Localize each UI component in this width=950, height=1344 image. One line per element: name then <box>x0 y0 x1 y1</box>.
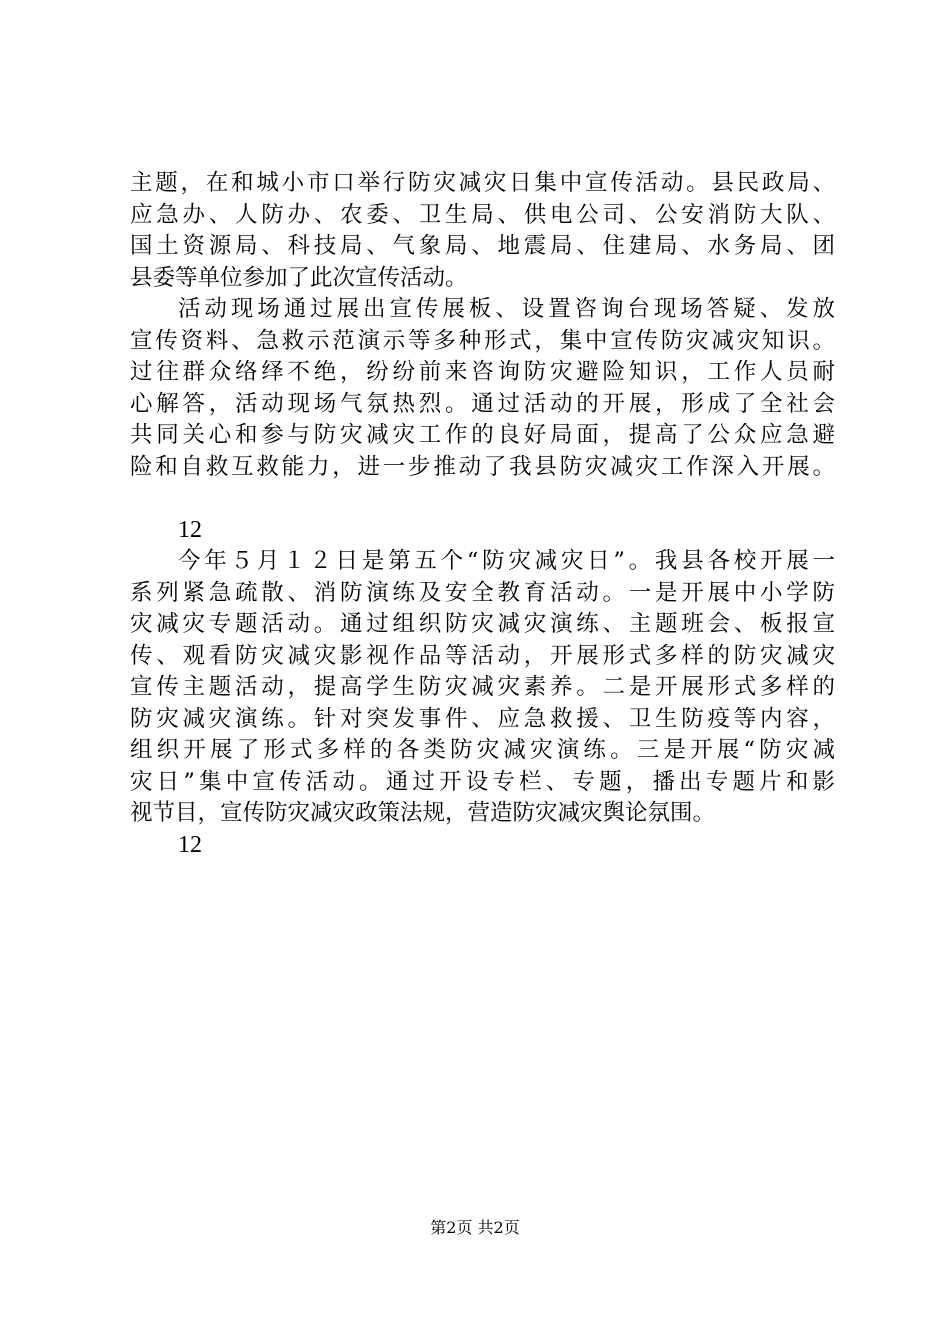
text-line: 心解答，活动现场气氛热烈。通过活动的开展，形成了全社会 <box>130 390 835 417</box>
text-line: 宣传资料、急救示范演示等多种形式，集中宣传防灾减灾知识。 <box>130 327 835 354</box>
text-line: 宣传主题活动，提高学生防灾减灾素养。二是开展形式多样的 <box>130 674 835 700</box>
section-marker: 12 <box>178 516 202 543</box>
text-line: 系列紧急疏散、消防演练及安全教育活动。一是开展中小学防 <box>130 579 835 606</box>
text-line: 主题，在和城小市口举行防灾减灾日集中宣传活动。县民政局、 <box>130 170 835 196</box>
paragraph-1 <box>130 168 835 294</box>
text-line: 县委等单位参加了此次宣传活动。 <box>130 264 468 291</box>
paragraph-3 <box>130 546 835 830</box>
text-line: 传、观看防灾减灾影视作品等活动，开展形式多样的防灾减灾 <box>130 642 835 669</box>
blank-line <box>130 483 835 515</box>
text-line: 防灾减灾演练。针对突发事件、应急救援、卫生防疫等内容， <box>130 705 835 732</box>
page-footer: 第2页 共2页 <box>430 1218 520 1237</box>
text-line: 今年５月１２日是第五个“防灾减灾日”。我县各校开展一 <box>178 548 835 574</box>
text-line: 应急办、人防办、农委、卫生局、供电公司、公安消防大队、 <box>130 201 835 228</box>
section-marker: 12 <box>178 831 202 858</box>
paragraph-2 <box>130 294 835 483</box>
text-line: 共同关心和参与防灾减灾工作的良好局面，提高了公众应急避 <box>130 422 835 448</box>
text-line: 险和自救互救能力，进一步推动了我县防灾减灾工作深入开展。 <box>130 453 835 480</box>
text-line: 灾日”集中宣传活动。通过开设专栏、专题，播出专题片和影 <box>130 768 835 795</box>
document-body <box>130 168 835 861</box>
text-line: 过往群众络绎不绝，纷纷前来咨询防灾避险知识，工作人员耐 <box>130 359 835 385</box>
text-line: 国土资源局、科技局、气象局、地震局、住建局、水务局、团 <box>130 233 835 259</box>
text-line: 活动现场通过展出宣传展板、设置咨询台现场答疑、发放 <box>178 296 835 322</box>
text-line: 视节目，宣传防灾减灾政策法规，营造防灾减灾舆论氛围。 <box>130 800 716 826</box>
text-line: 灾减灾专题活动。通过组织防灾减灾演练、主题班会、板报宣 <box>130 611 835 637</box>
text-line: 组织开展了形式多样的各类防灾减灾演练。三是开展“防灾减 <box>130 737 835 763</box>
